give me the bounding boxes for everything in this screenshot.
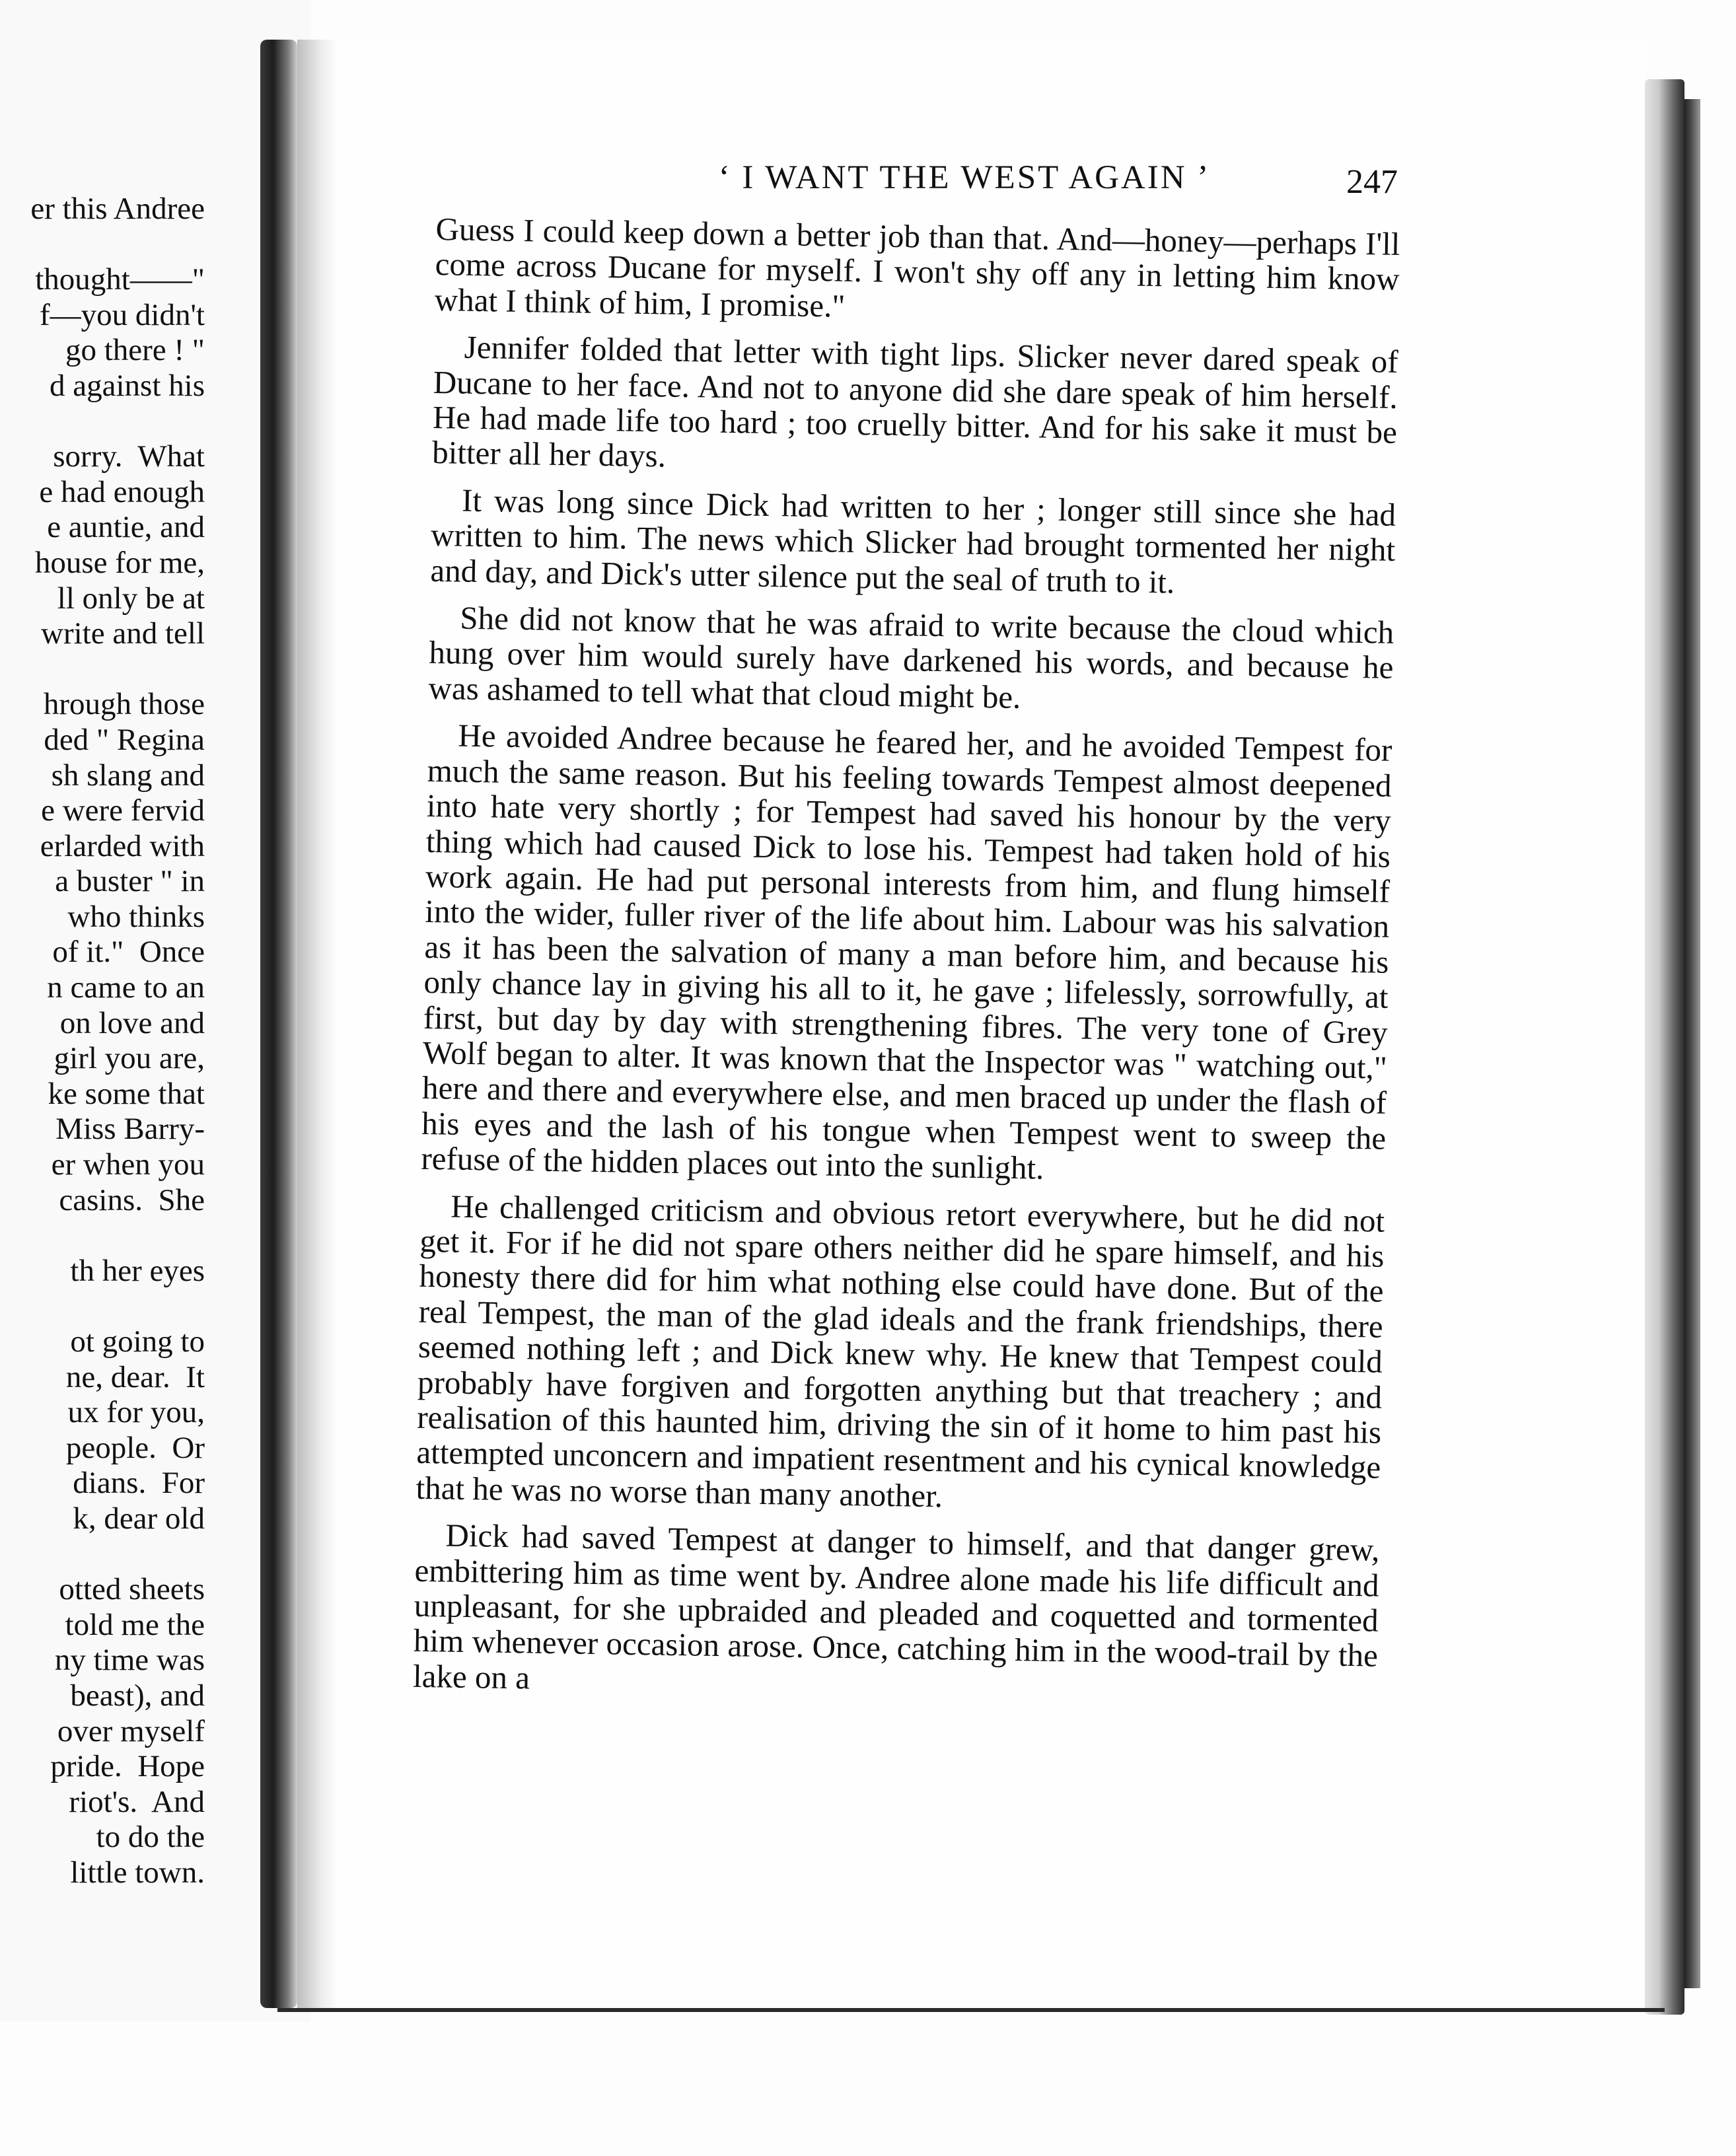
left-page-line: otted sheets xyxy=(59,1572,205,1607)
left-page-line xyxy=(0,652,205,688)
left-page-line: ke some that xyxy=(48,1076,205,1111)
left-page-line: little town. xyxy=(70,1855,205,1890)
left-page-line xyxy=(0,227,205,263)
paragraph: She did not know that he was afraid to write because the cloud which hung over him would surely have darkened his words, and because he was ashamed to tell what that cloud might be. xyxy=(428,599,1394,715)
body-text xyxy=(412,211,1400,1721)
left-page-line: thought——" xyxy=(35,262,205,297)
left-page-line: pride. Hope xyxy=(50,1749,205,1784)
left-page-line xyxy=(0,1537,205,1573)
left-page-line: ll only be at xyxy=(57,581,205,616)
left-page-line: over myself xyxy=(57,1713,205,1748)
left-page-line: ded " Regina xyxy=(44,722,205,757)
paragraph: Jennifer folded that letter with tight lips. Slicker never dared speak of Ducane to her face. And not to anyone did she dare speak of him herself. He had made life too hard ; too cruelly bitter. And for his sake it must be bitter all her days. xyxy=(431,328,1399,474)
left-page-line: f—you didn't xyxy=(40,297,205,332)
left-page-line: sh slang and xyxy=(51,758,205,793)
left-page-line: who thinks xyxy=(67,899,205,934)
left-page-line: e had enough xyxy=(39,474,205,509)
running-head: ‘ I WANT THE WEST AGAIN ’ xyxy=(718,159,1211,196)
left-page-line: e were fervid xyxy=(41,793,205,828)
paragraph: It was long since Dick had written to her ; longer still since she had written to him. The news which Slicker had brought tormented her night and day, and Dick's utter silence put the seal of truth to it. xyxy=(430,482,1396,600)
left-page-line: write and tell xyxy=(41,616,205,651)
left-page-line: riot's. And xyxy=(69,1784,205,1819)
paragraph: He challenged criticism and obvious retort everywhere, but he did not get it. For if he did not spare others neither did he spare himself, and his honesty there did for him what nothing else could have done. But of the real Tempest, the man of the glad ideals and the frank friendships, there seemed nothing left ; and Dick knew why. He knew that Tempest could probably have forgiven and forgotten anything but that treachery ; and realisation of this haunted him, driving the sin of it home to him past his attempted unconcern and impatient resentment and his cynical knowledge that he was no worse than many another. xyxy=(416,1188,1385,1515)
left-page-line: d against his xyxy=(50,368,205,403)
left-page-line: a buster " in xyxy=(55,864,205,899)
book-cover-edge xyxy=(1684,99,1700,1988)
left-page-line: beast), and xyxy=(70,1678,205,1713)
left-page-line: to do the xyxy=(96,1820,205,1855)
left-page-line: er this Andree xyxy=(30,192,205,226)
left-page-line: told me the xyxy=(65,1607,205,1642)
page-number: 247 xyxy=(1346,163,1398,201)
left-page-line: people. Or xyxy=(65,1430,205,1465)
left-page-line: th her eyes xyxy=(70,1253,205,1288)
left-page-line: girl you are, xyxy=(54,1041,205,1076)
left-page-line: casins. She xyxy=(59,1182,205,1217)
page-bottom-edge xyxy=(277,2008,1665,2012)
left-page-line: ne, dear. It xyxy=(65,1359,205,1394)
left-page-line: e auntie, and xyxy=(47,510,205,545)
gutter-shadow xyxy=(297,40,337,2008)
paragraph: Guess I could keep down a better job than that. And—honey—perhaps I'll come across Ducane for myself. I won't shy off any in letting him know what I think of him, I promise." xyxy=(434,211,1400,324)
left-page-line: erlarded with xyxy=(40,828,205,863)
left-page-line: go there ! " xyxy=(65,333,205,368)
left-page-line: n came to an xyxy=(47,970,205,1005)
left-page-line: hrough those xyxy=(43,687,205,722)
left-page-line xyxy=(0,404,205,440)
left-page-line: of it." Once xyxy=(52,935,205,970)
left-page-line: ot going to xyxy=(70,1324,205,1359)
left-page-line: ny time was xyxy=(54,1643,205,1678)
page-edge-shadow xyxy=(1645,79,1684,2015)
left-page-line: house for me, xyxy=(34,545,205,580)
left-page-text xyxy=(0,192,205,1891)
left-page-line: Miss Barry- xyxy=(55,1112,205,1147)
paragraph: Dick had saved Tempest at danger to himself, and that danger grew, embittering him as time went by. Andree alone made his life difficult and unpleasant, for she upbraided and pleaded and coquetted and tormented him whenever occasion arose. Once, catching him in the wood-trail by the lake on a xyxy=(412,1517,1380,1696)
left-page-line: er when you xyxy=(51,1147,205,1182)
left-page-line: on love and xyxy=(59,1005,205,1040)
book-gutter xyxy=(260,40,297,2008)
left-page-line xyxy=(0,1218,205,1254)
paragraph: He avoided Andree because he feared her, and he avoided Tempest for much the same reason. But his feeling towards Tempest almost deepened into hate very shortly ; for Tempest had saved his honour by the very thing which had caused Dick to lose his. Tempest had taken hold of his work again. He had put personal interests from him, and flung himself into the wider, fuller river of the life about him. Labour was his salvation as it has been the salvation of many a man before him, and because his only chance lay in giving his all to it, he gave ; lifelessly, sorrowfully, at first, but day by day with strengthening fibres. The very tone of Grey Wolf began to alter. It was known that the Inspector was " watching out," here and there and everywhere else, and men braced up under the flash of his eyes and the lash of his tongue when Tempest went to sweep the refuse of the hidden places out into the sunlight. xyxy=(421,717,1392,1186)
left-page-line: ux for you, xyxy=(67,1395,205,1430)
left-page-line: sorry. What xyxy=(53,439,205,474)
left-page-line: k, dear old xyxy=(73,1501,205,1536)
left-page-line: dians. For xyxy=(73,1466,205,1501)
left-page-line xyxy=(0,1289,205,1324)
